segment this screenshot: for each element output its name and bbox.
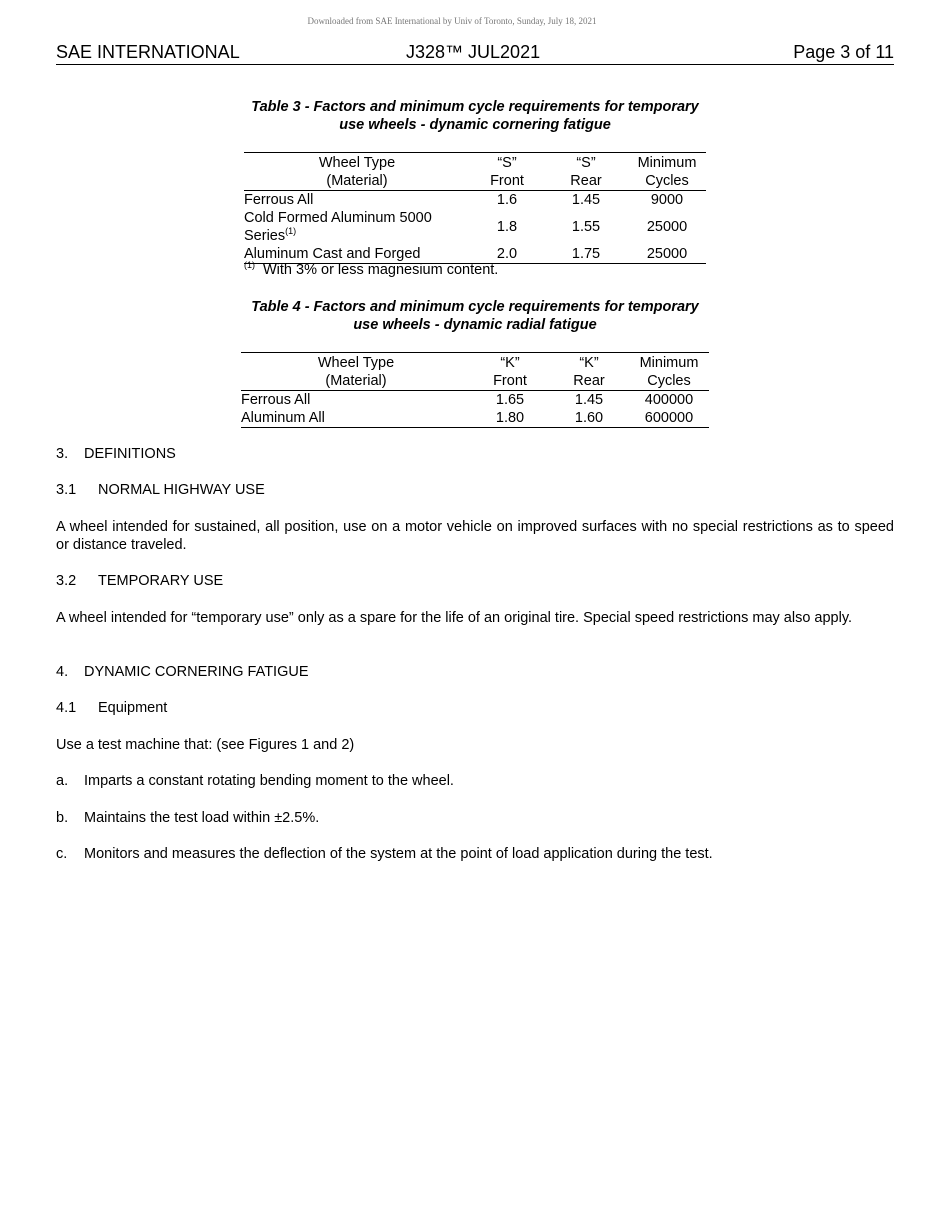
table-row [244,209,706,245]
section-title: DEFINITIONS [84,446,176,462]
section-title: TEMPORARY USE [98,573,224,589]
table4-caption-line2: use wheels - dynamic radial fatigue [353,317,597,333]
table3-cell-cycles: 9000 [650,192,684,208]
table3-col-type-line1: Wheel Type [318,155,396,171]
table4-cell-front: 1.80 [495,410,525,426]
table4-col-front-line2: Front [493,373,527,389]
list-item-label: b. [56,810,69,826]
table4-col-type-line2: (Material) [325,373,387,389]
table4-col-rear-line2: Rear [573,373,605,389]
table4-col-wheel-type [241,353,471,391]
table3-cell-rear: 1.75 [571,246,601,262]
section-title: Equipment [98,700,168,716]
section-3-1-paragraph: A wheel intended for sustained, all position, use on a motor vehicle on improved surfaces with no special restrictions as to speed or distance traveled. [56,519,894,553]
table4-header-row [241,353,709,391]
section-3-2-paragraph: A wheel intended for “temporary use” only as a spare for the life of an original tire. Special speed restrictions may also apply. [56,610,853,626]
table3-col-front-line2: Front [490,173,524,189]
table3-cell-front: 1.6 [496,192,518,208]
table4-cell-type: Ferrous All [241,392,311,408]
section-number: 3.2 [56,573,77,589]
table4-col-cycles [629,353,709,391]
table3-cell-front: 1.8 [496,219,518,235]
table3-cell-cycles: 25000 [646,219,688,235]
table3-cell-type: Aluminum Cast and Forged [244,246,421,262]
table3-col-rear-line1: “S” [576,155,596,171]
table3-col-rear-line2: Rear [570,173,602,189]
table4-col-front [471,353,549,391]
table3 [244,152,706,264]
table-row [244,245,706,264]
list-item-label: c. [56,846,68,862]
table3-col-cycles-line2: Cycles [645,173,689,189]
table4-col-type-line1: Wheel Type [317,355,395,371]
table3-cell-type-text: Series [244,228,286,244]
download-watermark: Downloaded from SAE International by Univ of Toronto, Sunday, July 18, 2021 [307,16,597,26]
table4-cell-rear: 1.60 [574,410,604,426]
table3-cell-type: Ferrous All [244,192,314,208]
table3-cell-type-line1: Cold Formed Aluminum 5000 [244,210,432,226]
section-4-1-intro: Use a test machine that: (see Figures 1 and 2) [56,737,355,753]
table3-col-front-line1: “S” [497,155,517,171]
table3-cell-type [244,209,470,245]
section-3-2-heading [56,572,223,590]
header-page-number: Page 3 of 11 [793,42,894,62]
section-number: 3.1 [56,482,77,498]
header-doc-id: J328™ JUL2021 [406,42,541,62]
table3-caption [0,98,950,134]
page-header [56,42,894,65]
section-3-1-heading [56,481,265,499]
table3-header-row [244,153,706,191]
table3-cell-front: 2.0 [496,246,518,262]
table3-col-type-line2: (Material) [326,173,388,189]
table3-col-cycles [628,153,706,191]
table3-cell-type-line2 [244,227,470,245]
table4 [241,352,709,428]
table-row [241,391,709,410]
section-4-1-heading [56,699,167,717]
list-item-text: Monitors and measures the deflection of the system at the point of load application during the test. [84,846,713,862]
table3-col-wheel-type [244,153,470,191]
section-title: DYNAMIC CORNERING FATIGUE [84,664,309,680]
table3-cell-rear: 1.45 [571,192,601,208]
table4-cell-front: 1.65 [495,392,525,408]
list-item [56,809,319,827]
footnote-mark: (1) [244,260,255,271]
table4-col-cycles-line1: Minimum [639,355,699,371]
section-4-heading [56,663,309,681]
table3-caption-line2: use wheels - dynamic cornering fatigue [339,117,611,133]
list-item-label: a. [56,773,69,789]
table4-cell-type: Aluminum All [241,410,325,426]
table4-cell-rear: 1.45 [574,392,604,408]
table3-col-front [470,153,544,191]
footnote-text: With 3% or less magnesium content. [263,262,499,278]
table3-cell-cycles: 25000 [646,246,688,262]
section-number: 4.1 [56,700,77,716]
table3-footnote [244,262,498,278]
list-item [56,845,713,863]
table4-cell-cycles: 600000 [644,410,694,426]
section-title: NORMAL HIGHWAY USE [98,482,265,498]
table4-caption [0,298,950,334]
table4-col-rear [549,353,629,391]
list-item-text: Imparts a constant rotating bending moment to the wheel. [84,773,454,789]
list-item-text: Maintains the test load within ±2.5%. [84,810,320,826]
table-row [241,409,709,428]
table4-cell-cycles: 400000 [644,392,694,408]
table3-col-rear [544,153,628,191]
list-item [56,772,454,790]
table4-col-cycles-line2: Cycles [647,373,691,389]
footnote-ref: (1) [285,226,297,237]
table3-caption-line1: Table 3 - Factors and minimum cycle requirements for temporary [251,99,699,115]
header-org: SAE INTERNATIONAL [56,42,240,62]
table3-col-cycles-line1: Minimum [637,155,697,171]
section-3-heading [56,445,176,463]
table3-cell-rear: 1.55 [571,219,601,235]
section-number: 3. [56,446,69,462]
section-number: 4. [56,664,69,680]
table4-col-front-line1: “K” [500,355,520,371]
table4-col-rear-line1: “K” [579,355,599,371]
table4-caption-line1: Table 4 - Factors and minimum cycle requirements for temporary [251,299,699,315]
table-row [244,191,706,210]
